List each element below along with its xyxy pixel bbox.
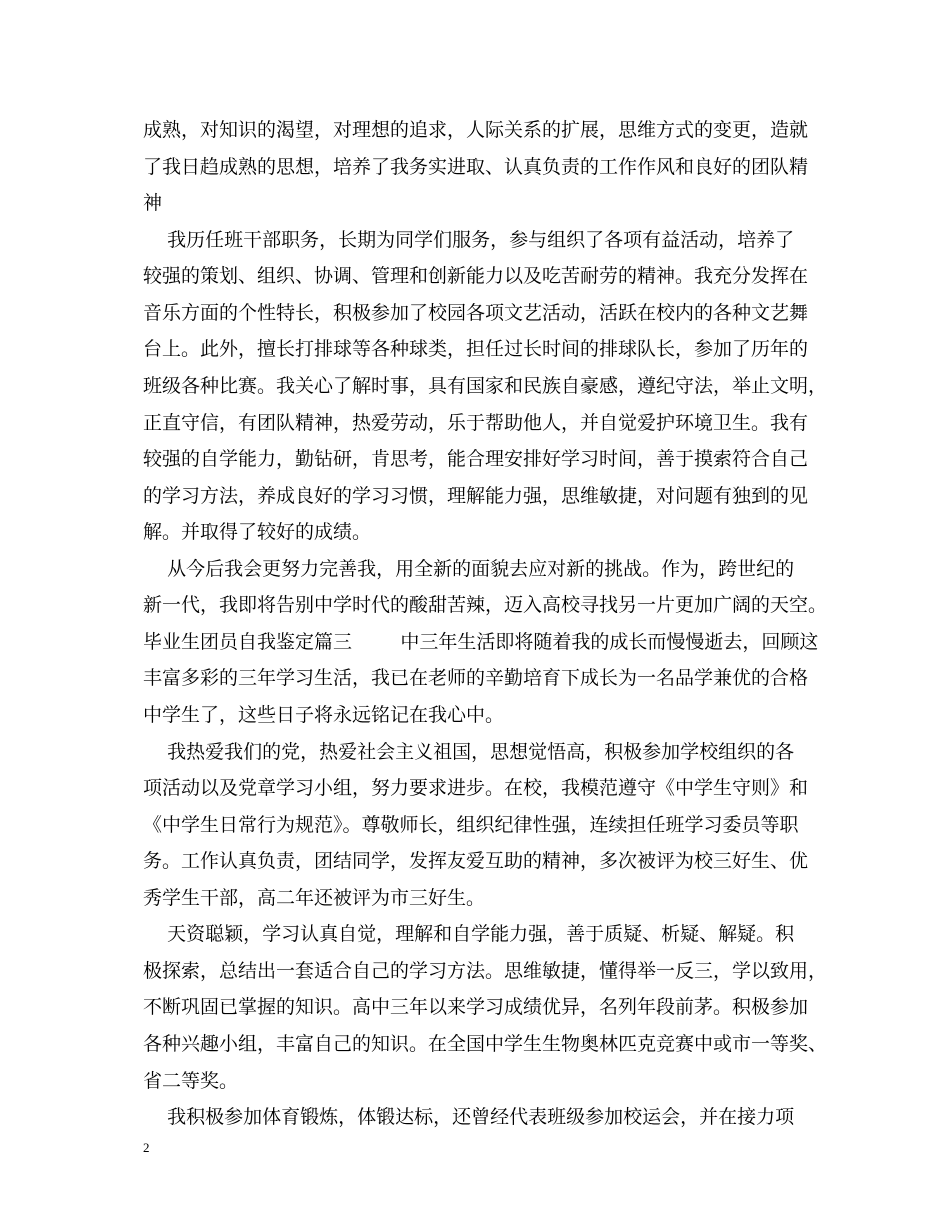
text-line: 极探索，总结出一套适合自己的学习方法。思维敏捷，懂得举一反三，学以致用，: [143, 960, 828, 982]
text-line: 较强的自学能力，勤钻研，肯思考，能合理安排好学习时间，善于摸索符合自己: [143, 448, 809, 470]
text-line: 省二等奖。: [143, 1070, 239, 1092]
text-line: 解。并取得了较好的成绩。: [143, 521, 372, 543]
page-number: 2: [143, 1140, 150, 1155]
text-line: 正直守信，有团队精神，热爱劳动，乐于帮助他人，并自觉爱护环境卫生。我有: [143, 412, 809, 434]
text-line: 秀学生干部，高二年还被评为市三好生。: [143, 887, 486, 909]
text-line: 较强的策划、组织、协调、管理和创新能力以及吃苦耐劳的精神。我充分发挥在: [143, 265, 809, 287]
text-line: 天资聪颖，学习认真自觉，理解和自学能力强，善于质疑、析疑、解疑。积: [143, 923, 795, 945]
text-line: 不断巩固已掌握的知识。高中三年以来学习成绩优异，名列年段前茅。积极参加: [143, 996, 809, 1018]
text-line: 项活动以及党章学习小组，努力要求进步。在校，我模范遵守《中学生守则》和: [143, 777, 809, 799]
text-line: 毕业生团员自我鉴定篇三 中三年生活即将随着我的成长而慢慢逝去，回顾这: [143, 631, 819, 653]
text-line: 音乐方面的个性特长，积极参加了校园各项文艺活动，活跃在校内的各种文艺舞: [143, 302, 809, 324]
text-line: 神: [143, 192, 163, 214]
text-line: 的学习方法，养成良好的学习习惯，理解能力强，思维敏捷，对问题有独到的见: [143, 485, 809, 507]
text-line: 丰富多彩的三年学习生活，我已在老师的辛勤培育下成长为一名品学兼优的合格: [143, 667, 809, 689]
text-line: 成熟，对知识的渴望，对理想的追求，人际关系的扩展，思维方式的变更，造就: [143, 119, 809, 141]
text-line: 《中学生日常行为规范》。尊敬师长，组织纪律性强，连续担任班学习委员等职: [143, 814, 799, 836]
text-line: 各种兴趣小组，丰富自己的知识。在全国中学生生物奥林匹克竞赛中或市一等奖、: [143, 1033, 828, 1055]
text-line: 班级各种比赛。我关心了解时事，具有国家和民族自豪感，遵纪守法，举止文明，: [143, 375, 828, 397]
text-line: 了我日趋成熟的思想，培养了我务实进取、认真负责的工作作风和良好的团队精: [143, 156, 809, 178]
text-line: 从今后我会更努力完善我，用全新的面貌去应对新的挑战。作为，跨世纪的: [143, 558, 795, 580]
text-line: 中学生了，这些日子将永远铭记在我心中。: [143, 704, 505, 726]
text-line: 我历任班干部职务，长期为同学们服务，参与组织了各项有益活动，培养了: [143, 229, 795, 251]
text-line: 新一代，我即将告别中学时代的酸甜苦辣，迈入高校寻找另一片更加广阔的天空。: [143, 594, 828, 616]
text-line: 我热爱我们的党，热爱社会主义祖国，思想觉悟高，积极参加学校组织的各: [143, 741, 795, 763]
text-line: 务。工作认真负责，团结同学，发挥友爱互助的精神，多次被评为校三好生、优: [143, 850, 809, 872]
text-line: 台上。此外，擅长打排球等各种球类，担任过长时间的排球队长，参加了历年的: [143, 338, 809, 360]
text-line: 我积极参加体育锻炼，体锻达标，还曾经代表班级参加校运会，并在接力项: [143, 1106, 795, 1128]
